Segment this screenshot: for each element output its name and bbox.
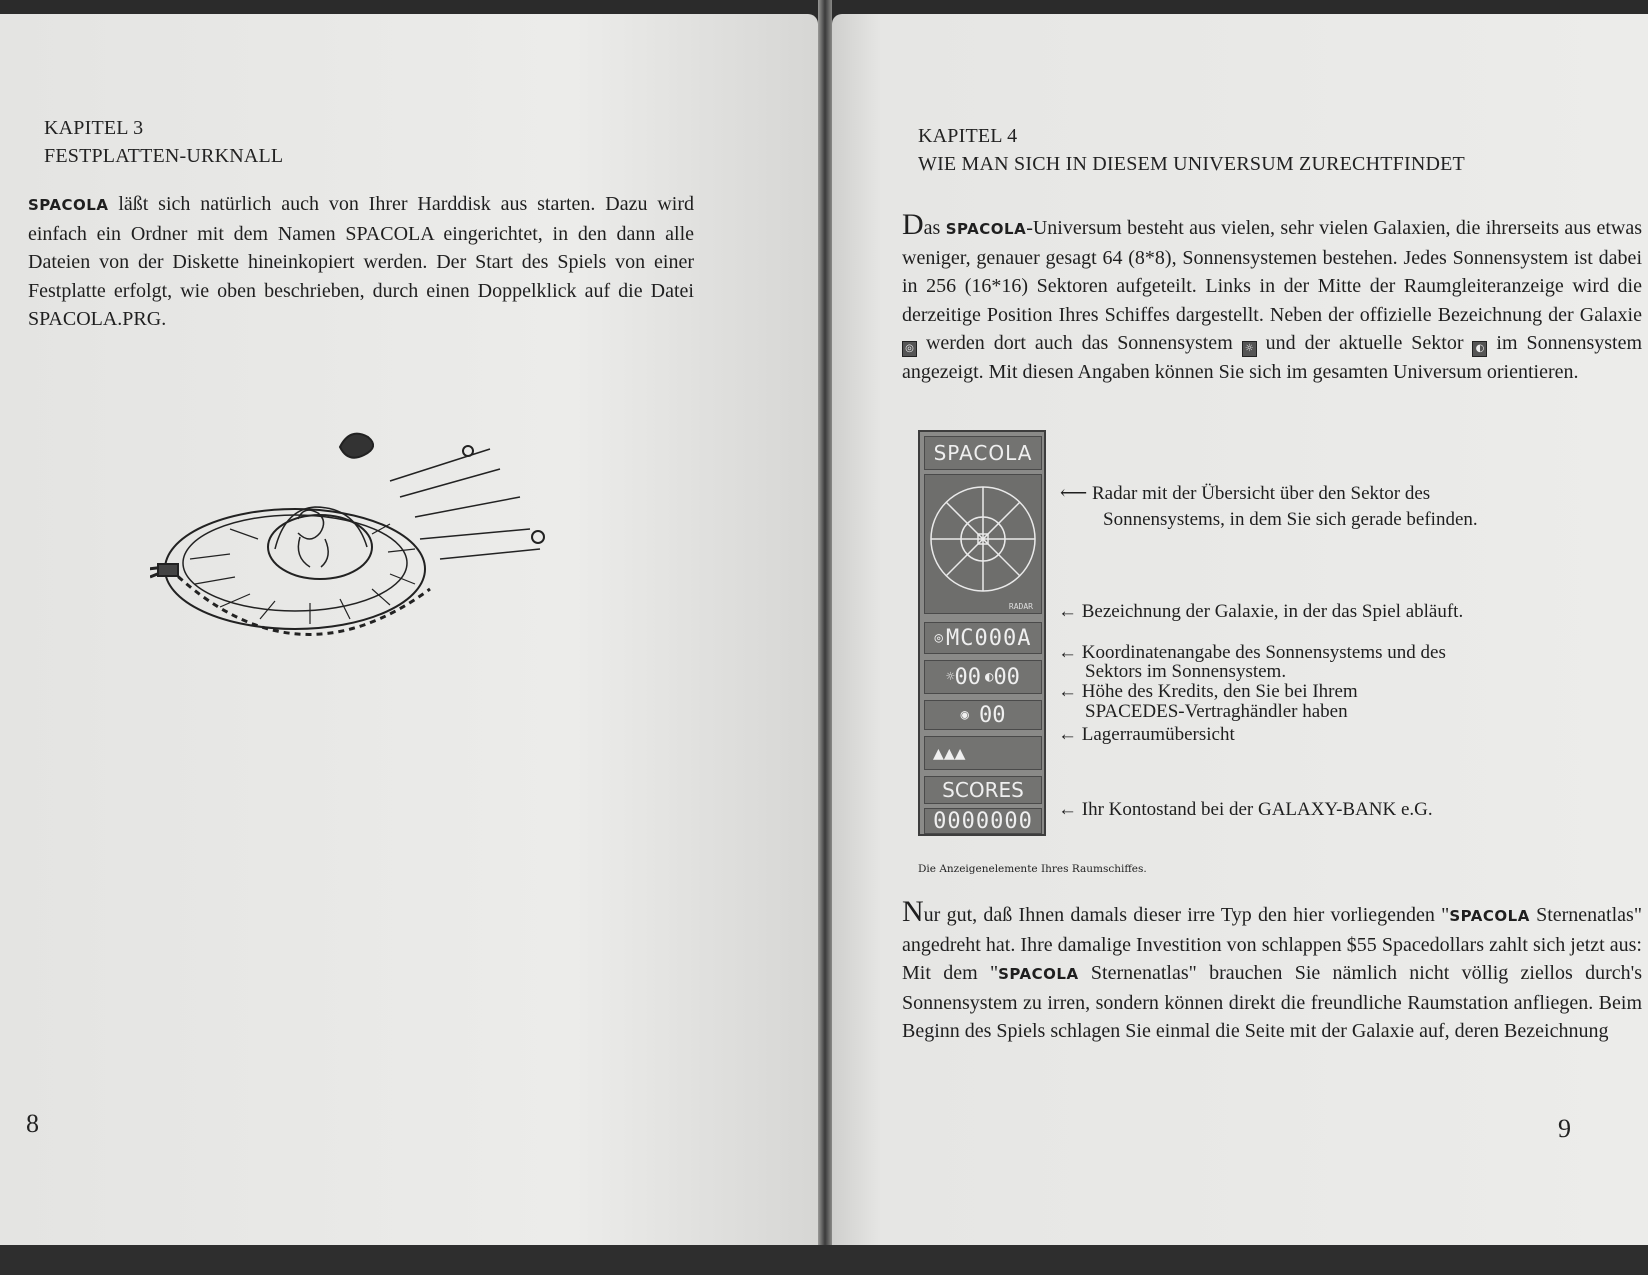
galaxy-value: MC000A [945,625,1032,651]
text-fragment: as [923,217,946,239]
chapter-number: KAPITEL 4 [918,125,1018,147]
coordinates-readout [924,660,1042,694]
chapter-title: FESTPLATTEN-URKNALL [44,145,284,167]
text-fragment: und der aktuelle Sektor [1256,332,1473,354]
callout-text: Ihr Kontostand bei der GALAXY-BANK e.G. [1081,799,1433,820]
radar-icon [928,479,1038,609]
book-gutter [818,0,832,1275]
arrow-icon: ← [1058,681,1082,702]
scan-background [0,1245,1648,1275]
radar-display [924,474,1042,614]
sun-icon: ☼ [1242,341,1257,357]
arrow-icon: ← [1058,601,1082,622]
credit-readout [924,700,1042,730]
galaxy-readout [924,622,1042,654]
planet-icon: ◐ [1472,341,1487,357]
callout-credit [1058,682,1358,702]
credit-icon: ◉ [960,707,969,723]
callout-text: Radar mit der Übersicht über den Sektor des [1092,483,1431,504]
cargo-readout [924,736,1042,770]
arrow-icon: ← [1058,642,1082,663]
arrow-icon: ← [1058,799,1082,820]
scores-label: SCORES [924,776,1042,804]
chapter-4-heading [918,122,1465,178]
chapter-title: WIE MAN SICH IN DIESEM UNIVERSUM ZURECHTFINDET [918,153,1465,175]
drop-cap: N [902,895,924,928]
callout-account [1058,800,1433,820]
callout-text: Lagerraumübersicht [1081,724,1235,745]
planet-icon: ◐ [985,669,994,685]
universe-paragraph [902,208,1643,386]
left-page [0,14,818,1245]
callout-coords-2: Sektors im Sonnensystem. [1085,661,1287,682]
sector-coord: 00 [993,664,1020,690]
flying-saucer-illustration [150,419,570,669]
galaxy-icon: ◎ [902,341,917,357]
score-value: 0000000 [924,808,1042,834]
text-fragment: Sternenatlas" angedreht hat. Ihre damalige Investition von schlappen $55 Spacedollars zahlt sich jetzt aus: Mit dem " [902,904,1642,984]
callout-radar-2: Sonnensystems, in dem Sie sich gerade befinden. [1103,509,1478,530]
callout-coords [1058,643,1446,663]
credit-value: 00 [978,702,1006,728]
drop-cap: D [902,208,924,241]
page-number: 9 [1558,1114,1571,1143]
chapter-number: KAPITEL 3 [44,117,144,139]
spacola-logo: SPACOLA [1449,907,1530,925]
ship-display-panel [918,430,1046,836]
callout-cargo [1058,725,1235,745]
callout-text: Koordinatenangabe des Sonnensystems und des [1081,642,1446,663]
page-number: 8 [26,1109,39,1138]
sun-icon: ☼ [946,669,955,685]
callout-radar [1060,484,1430,504]
text-fragment: werden dort auch das Sonnensystem [917,332,1242,354]
text-fragment: Sternenatlas" brauchen Sie nämlich nicht völlig ziellos durch's Sonnensystem zu irren, sondern können direkt die freundliche Raumstation anfliegen. Beim Beginn des Spiels schlagen Sie einmal die Seite mit der Galaxie auf, deren Bezeichnung [902,962,1642,1042]
radar-label: RADAR [1008,602,1033,611]
arrow-icon: ⟵ [1060,483,1092,504]
callout-credit-2: SPACEDES-Vertraghändler haben [1085,701,1348,722]
spacola-logo: SPACOLA [28,196,109,214]
system-coord: 00 [954,664,981,690]
arrow-icon: ← [1058,724,1082,745]
text-fragment: im Sonnensystem angezeigt. Mit diesen Angaben können Sie sich im gesamten Universum orientieren. [902,332,1643,383]
spacola-logo: SPACOLA [945,220,1027,238]
callout-text: Höhe des Kredits, den Sie bei Ihrem [1081,681,1358,702]
callout-text: Bezeichnung der Galaxie, in der das Spiel abläuft. [1081,601,1464,622]
intro-paragraph [28,190,694,334]
atlas-paragraph [902,895,1642,1046]
hud-title: SPACOLA [924,436,1042,470]
text-fragment: ur gut, daß Ihnen damals dieser irre Typ den hier vorliegenden " [923,904,1450,926]
figure-caption: Die Anzeigenelemente Ihres Raumschiffes. [918,863,1147,875]
cargo-icon: ▲▲▲ [933,742,966,764]
galaxy-icon: ◎ [934,630,944,646]
spacola-logo: SPACOLA [998,965,1079,983]
text-fragment: -Universum besteht aus vielen, sehr vielen Galaxien, die ihrerseits aus etwas weniger, genauer gesagt 64 (8*8), Sonnensystemen bestehen. Jedes Sonnensystem ist dabei in 256 (16*16) Sektoren aufgeteilt. Links in der Mitte der Raumgleiteranzeige wird die derzeitige Position Ihres Schiffes dargestellt. Neben der offizielle Bezeichnung der Galaxie [902,217,1642,326]
paragraph-text: läßt sich natürlich auch von Ihrer Harddisk aus starten. Dazu wird einfach ein Ordner mit dem Namen SPACOLA eingerichtet, in den dann alle Dateien von der Diskette hineinkopiert werden. Der Start des Spiels von einer Festplatte erfolgt, wie oben beschrieben, durch einen Doppelklick auf die Datei SPACOLA.PRG. [28,193,694,330]
chapter-3-heading [44,114,283,170]
callout-galaxy [1058,602,1463,622]
